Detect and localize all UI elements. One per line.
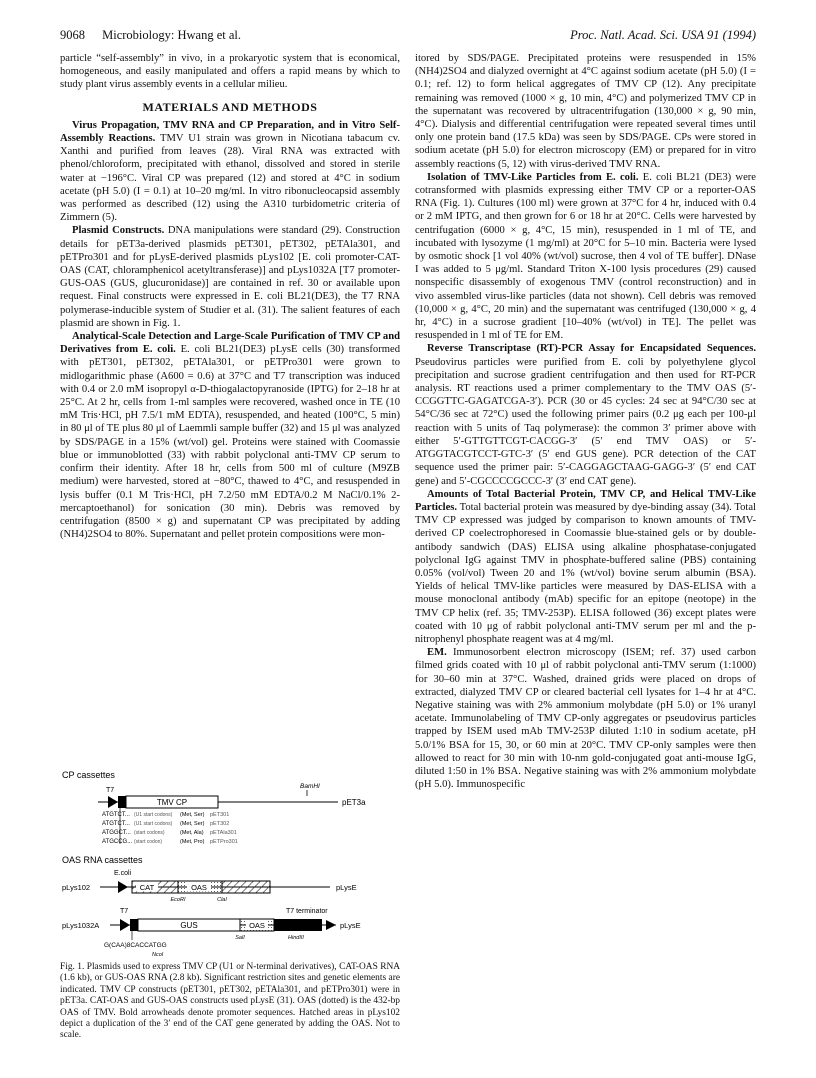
tmv-cp-label: TMV CP	[156, 798, 188, 807]
paragraph-heading: EM.	[427, 647, 447, 659]
paragraph-virus-propagation	[60, 119, 400, 225]
ecoli-promoter-label: E.coli	[114, 870, 132, 877]
t7-promoter-label-2: T7	[120, 908, 129, 915]
cp-row-seq: ATGTCT...	[102, 812, 130, 818]
cp-row-note: (start codon)	[134, 839, 163, 845]
section-title: MATERIALS AND METHODS	[142, 99, 318, 114]
paragraph-isolation	[415, 171, 756, 343]
cp-cassettes-label: CP cassettes	[62, 770, 115, 780]
cp-row-plasmid: pETPro301	[210, 839, 238, 845]
figure-1-caption	[60, 962, 400, 1042]
sali-site-label: SalI	[235, 935, 245, 941]
vector-arrowhead-icon	[326, 920, 336, 930]
paragraph-body: Pseudovirus particles were purified from E. coli by polyethylene glycol precipitation and sucrose gradient centrifugation and then used for RT-PCR analysis. RT reactions used a primer complementary to the TMV OAS (5′-CCGGTTC-GAGATCGA-3′). PCR (30 or 45 cycles: 24 sec at 94°C/30 sec at 54°C/36 sec at 72°C) used the following primer pairs (0.2 μg each per 100-μl reaction with 5 units of Taq polymerase): the common 3′ primer above with either 5′-GTTGTTCGT-CACGG-3′ (5′ end TMV OAS) or 5′-ATGGTACGTCCT-GTC-3′ (5′ end GUS gene). PCR detection of the CAT sequence used the primer pair: 5′-CAGGAGCTAAG-GAGG-3′ (5′ end CAT gene) and 5′-CGCCCCGCCC-3′ (3′ end CAT gene).	[415, 356, 756, 487]
left-column	[60, 52, 400, 541]
paragraph-heading: Analytical-Scale Detection and Large-Scale Purification of TMV CP and Derivatives from E. coli.	[60, 331, 400, 356]
cp-row	[102, 839, 238, 845]
paragraph-body: DNA manipulations were standard (29). Construction details for pET3a-derived plasmids pET301, pET302, pETAla301, and pETPro301 and for pLysE-derived plasmids pLys102 [E. coli promoter-CAT-OAS (CAT, chloramphenicol acetyltransferase)] and pLys1032A [T7 promoter-GUS-OAS (GUS, glucuronidase)] are contained in ref. 30 or available upon request. Final constructs were expressed in E. coli BL21(DE3), the T7 RNA polymerase-inducible system of Studier et al. (31). The salient features of each plasmid are shown in Fig. 1.	[60, 225, 400, 329]
paragraph-body: Immunosorbent electron microscopy (ISEM; ref. 37) used carbon filmed grids coated with 10 μl of rabbit polyclonal anti-TMV serum (1:1000) for 30–60 min at 37°C. Washed, drained grids were placed on drops of extracted, dialyzed TMV CP or cleared bacterial cell lysates for 1–4 hr at 4°C. Negative staining was with 2% ammonium molybdate (pH 5.0) or 1% uranyl acetate. Immunolabeling of TMV CP-only aggregates or pseudovirus particles trapped by ISEM used mAb TMV-253P diluted 1:10 in sodium acetate, pH 5.0/1% BSA for 15, 30, or 60 min at 20°C. TMV CP-only samples were then allowed to react for 30 min with 10-nm gold-conjugated goat anti-mouse IgG, diluted 1:50 in 1% BSA. Negative staining was with 2% ammonium molybdate (pH 5.0). Immunospecific	[415, 647, 756, 791]
cp-row-aa: (Met, Ser)	[180, 812, 205, 818]
paragraph-body: E. coli BL21 (DE3) were cotransformed with plasmids expressing either TMV CP or a reporter-OAS RNA (Fig. 1). Cultures (100 ml) were grown at 37°C for 4 hr, induced with 0.4 or 2 mM IPTG, and then grown for 6 or 18 hr at 20°C. Cells were harvested by centrifugation (6000 × g, 4°C, 15 min), resuspended in 1 ml of TE, and incubated with lysozyme (1 mg/ml) at 20°C for 5–10 min. Bacteria were lysed by osmotic shock [1 vol 40% (wt/vol) sucrose, then 4 vol of TE buffer]. DNase I was added to 5 μg/ml. Standard Triton X-100 lysis procedures (29) caused nonspecific disassembly of exogenous TMV (control reconstruction) and in vivo assembled virus-like particles (data not shown). Cell debris was removed (10,000 × g, 4°C, 20 min) and the supernatant was centrifuged (130,000 × g, 4 hr, 4°C) in a sucrose gradient [10–40% (wt/vol) in TE]. The pellet was resuspended in 1 ml of TE for EM.	[415, 171, 756, 342]
paragraph-heading: Reverse Transcriptase (RT)-PCR Assay for Encapsidated Sequences.	[427, 343, 756, 355]
oas-label: OAS	[191, 883, 207, 892]
cp-start-block	[118, 796, 126, 808]
paragraph-body: TMV U1 strain was grown in Nicotiana tabacum cv. Xanthi and purified from leaves (28). Viral RNA was extracted with phenol/chloroform, precipitated with ethanol, dissolved and stored in sterile water at −196°C. Viral CP was prepared (12) and stored at 4°C in sodium acetate (pH 5.0) (I = 0.1) at 10–20 mg/ml. In vitro ribonucleocapsid assembly was performed as described (12) using the A310 turbidometric criteria of Zimmern (5).	[60, 133, 400, 224]
page-header	[60, 28, 756, 44]
cp-row-plasmid: pET302	[210, 821, 230, 827]
cp-row-note: (U1 start codons)	[134, 821, 173, 827]
cp-row-seq: ATGCCG...	[102, 839, 133, 845]
paragraph-heading: Amounts of Total Bacterial Protein, TMV CP, and Helical TMV-Like Particles.	[415, 488, 756, 513]
plys1032a-label: pLys1032A	[62, 921, 100, 930]
t7-promoter-arrow-icon	[108, 796, 118, 808]
paragraph-amounts	[415, 488, 756, 646]
t7-terminator-label: T7 terminator	[286, 908, 328, 915]
plyse-label-2: pLysE	[340, 921, 361, 930]
cp-row-aa: (Met, Ser)	[180, 821, 205, 827]
t7-promoter-label: T7	[106, 787, 115, 794]
page-number: 9068	[60, 28, 85, 42]
paragraph-heading: Plasmid Constructs.	[72, 225, 165, 237]
figure-label: Fig. 1.	[60, 962, 85, 972]
cp-row	[102, 830, 237, 836]
t7-promoter-arrow-icon-2	[120, 919, 130, 931]
oas-cassettes-label: OAS RNA cassettes	[62, 855, 143, 865]
cp-row-note: (start codons)	[134, 830, 165, 836]
paragraph-heading: Virus Propagation, TMV RNA and CP Preparation, and in Vitro Self-Assembly Reactions.	[60, 119, 400, 145]
leader-sequence-label: G(CAA)8CACCATGG	[104, 942, 167, 949]
pet3a-label: pET3a	[342, 798, 366, 807]
hindiii-site-label: HindIII	[288, 935, 304, 941]
cp-row	[102, 821, 229, 827]
cp-row-seq: ATGTCT...	[102, 821, 130, 827]
cp-row-seq: ATGGCT...	[102, 830, 131, 836]
plasmid-diagram-svg	[60, 770, 400, 958]
figure-1-plasmid-diagram	[60, 770, 400, 958]
cat-duplication-hatched-box	[222, 881, 270, 893]
ncoi-site-label: NcoI	[152, 952, 164, 958]
paragraph-rt-pcr	[415, 342, 756, 487]
cp-row-plasmid: pETAla301	[210, 830, 237, 836]
leader-block	[130, 919, 138, 931]
ecoli-promoter-arrow-icon	[118, 881, 128, 893]
t7-terminator-block	[274, 919, 322, 931]
bamhi-site-label: BamHI	[300, 783, 320, 790]
journal-section: Microbiology: Hwang et al.	[102, 28, 241, 42]
gus-label: GUS	[180, 921, 198, 930]
cp-row-aa: (Met, Ala)	[180, 830, 204, 836]
plys102-label: pLys102	[62, 883, 91, 892]
clai-site-label: ClaI	[217, 897, 227, 903]
paragraph-heading: Isolation of TMV-Like Particles from E. coli.	[427, 171, 639, 183]
right-column	[415, 52, 756, 791]
paragraph-analytical-scale	[60, 330, 400, 541]
paragraph-body: Total bacterial protein was measured by dye-binding assay (34). Total TMV CP expressed was judged by comparison to known amounts of TMV-derived CP coelectrophoresed in Coomassie blue-stained gels or by double-antibody sandwich (DAS) ELISA using alkaline phosphatase-conjugated polyclonal IgG against TMV in phosphate-buffered saline (PBS) containing 0.05% (vol/vol) Tween 20 and 1% (wt/vol) bovine serum albumin (BSA). Yields of helical TMV-like particles were measured by DAS-ELISA with a mouse monoclonal antibody (mAb) specific for an epitope (neotope) in the TMV CP helix (ref. 35; TMV-253P). ELISA followed (36) except plates were coated with 10 μg of rabbit polyclonal anti-TMV serum per ml and the p-nitrophenyl phosphate reagent was at 4 mg/ml.	[415, 501, 756, 645]
paragraph-plasmid-constructs	[60, 224, 400, 330]
cp-row-note: (U1 start codons)	[134, 812, 173, 818]
header-left	[60, 28, 255, 43]
cp-row	[102, 812, 229, 818]
journal-citation: Proc. Natl. Acad. Sci. USA 91 (1994)	[570, 28, 756, 42]
paragraph-body: E. coli BL21(DE3) pLysE cells (30) transformed with pET301, pET302, pETAla301, or pETPro301 were grown to midlogarithmic phase (A600 = 0.6) at 37°C and T7 transcription was induced with 0.4 or 2.0 mM isopropyl α-D-thiogalactopyranoside (IPTG) for 2–18 hr at 25°C. At 2 hr, cells from 1-ml samples were recovered, washed once in TE (10 mM Tris·HCl, pH 7.5/1 mM EDTA), resuspended, and heated (100°C, 5 min) in 80 μl of TE plus 80 μl of Laemmli sample buffer (32) and 15 μl was analyzed by SDS/PAGE in a 15% (wt/vol) gel. Proteins were stained with Coomassie blue or immunoblotted (33) with rabbit polyclonal anti-TMV CP serum to confirm their identity. After 18 hr, cells from 500 ml of culture (M9ZB medium) were harvested, stored at −80°C, thawed to 4°C, and resuspended in lysis buffer (0.1 M Tris·HCl, pH 7.2/50 mM EDTA/0.2 M NaCl/0.1% 2-mercaptoethanol) for sonication (30 min). Debris was removed by centrifugation (8500 × g) and supernatant CP was precipitated by adding (NH4)2SO4 to 80%. Supernatant and pellet protein compositions were mon-	[60, 344, 400, 541]
cp-row-plasmid: pET301	[210, 812, 230, 818]
paragraph-continued: itored by SDS/PAGE. Precipitated proteins were resuspended in 15% (NH4)2SO4 and dialyzed overnight at 4°C against sodium acetate (pH 5.0) (I = 0.1; ref. 12) to form helical aggregates of TMV CP (12). Any precipitate remaining was removed (1000 × g, 10 min, 4°C) and polymerized TMV CP in the supernatant was recovered by ultracentrifugation (130,000 × g, 90 min, 4°C). Dialysis and differential centrifugation were repeated several times until only one protein band (17.5 kDa) was seen by SDS/PAGE. CPs were stored in sodium acetate (pH 5.0) for electron microscopy (EM) or prepared for in vitro assembly reactions (5, 12) with virus-derived TMV RNA.	[415, 53, 756, 170]
oas-label-2: OAS	[249, 921, 265, 930]
caption-text: Plasmids used to express TMV CP (U1 or N-terminal derivatives), CAT-OAS RNA (1.6 kb), or GUS-OAS RNA (2.8 kb). Significant restriction sites and genetic elements are indicated. TMV CP constructs (pET301, pET302, pETAla301, and pETPro301) were in pET3a. CAT-OAS and GUS-OAS constructs used pLysE (31). OAS (dotted) is the 432-bp OAS of TMV. Bold arrowheads denote promoter sequences. Hatched areas in pLys102 depict a duplication of the 3′ end of the CAT gene generated by adding the OAS. Not to scale.	[60, 962, 401, 1041]
cat-label: CAT	[139, 883, 155, 892]
paragraph-em	[415, 646, 756, 791]
ecori-site-label: EcoRI	[170, 897, 186, 903]
intro-paragraph: particle “self-assembly” in vivo, in a prokaryotic system that is economical, homogeneous, and easily manipulated and offers a rapid means by which to study plant virus assembly events in a cellular milieu.	[60, 53, 400, 91]
plyse-label-1: pLysE	[336, 883, 357, 892]
cp-row-aa: (Met, Pro)	[180, 839, 205, 845]
cp-construct-rows	[102, 812, 238, 845]
